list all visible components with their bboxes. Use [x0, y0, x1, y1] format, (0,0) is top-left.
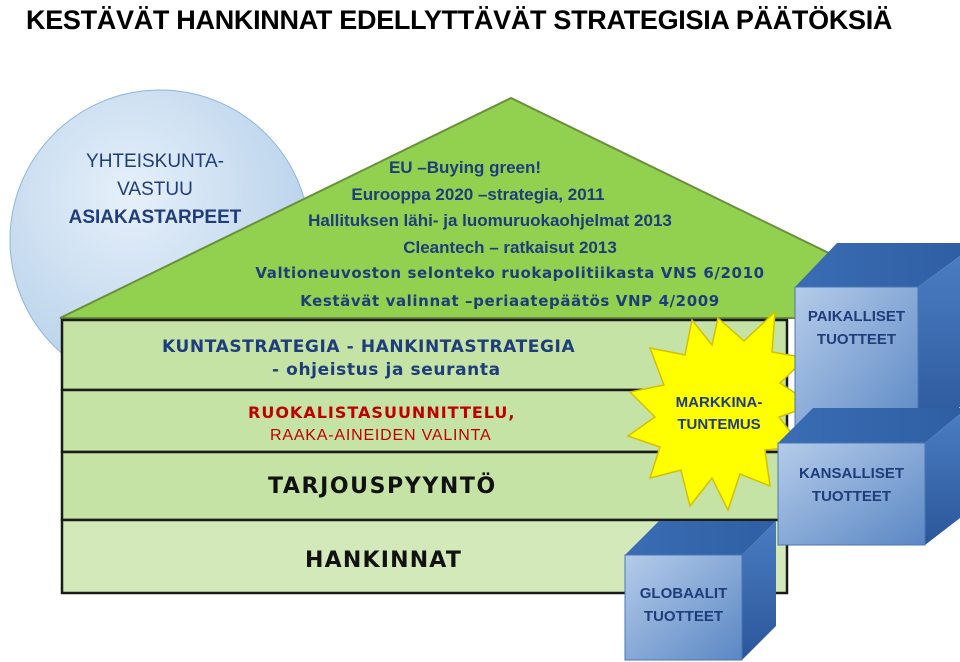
strategy-line-1: KUNTASTRATEGIA - HANKINTASTRATEGIA [162, 337, 576, 357]
cube-local-line-1: PAIKALLISET [807, 308, 906, 325]
roof-line-1: EU –Buying green! [388, 158, 542, 177]
circle-line-2: VASTUU [117, 179, 193, 200]
menu-line-2: RAAKA-AINEIDEN VALINTA [270, 427, 492, 444]
purchase-text: HANKINNAT [305, 548, 463, 573]
cube-global-label [625, 582, 742, 628]
menu-text [248, 401, 515, 447]
market-line-2: TUNTEMUS [677, 416, 761, 433]
page-title: KESTÄVÄT HANKINNAT EDELLYTTÄVÄT STRATEGISIA PÄÄTÖKSIÄ [26, 5, 893, 35]
circle-line-3: ASIAKASTARPEET [68, 207, 242, 228]
tender-text: TARJOUSPYYNTÖ [268, 474, 497, 499]
market-knowledge-text [654, 392, 784, 436]
circle-line-1: YHTEISKUNTA- [86, 151, 224, 172]
roof-line-4: Cleantech – ratkaisut 2013 [403, 238, 617, 257]
cube-national-line-2: TUOTTEET [811, 488, 892, 505]
roof-line-5: Valtioneuvoston selonteko ruokapolitiikasta VNS 6/2010 [255, 264, 765, 282]
cube-local-label [795, 305, 918, 351]
strategy-line-2: - ohjeistus ja seuranta [272, 360, 501, 380]
roof-line-6: Kestävät valinnat –periaatepäätös VNP 4/2009 [300, 292, 720, 310]
market-line-1: MARKKINA- [675, 394, 763, 411]
roof-line-2: Eurooppa 2020 –strategia, 2011 [351, 185, 605, 204]
roof-line-3: Hallituksen lähi- ja luomuruokaohjelmat 2013 [308, 211, 672, 230]
cube-national-line-1: KANSALLISET [799, 465, 904, 482]
strategy-text [162, 336, 575, 382]
menu-line-1: RUOKALISTASUUNNITTELU, [248, 403, 516, 422]
cube-local-line-2: TUOTTEET [816, 331, 897, 348]
cube-global-line-1: GLOBAALIT [639, 585, 728, 602]
cube-global-line-2: TUOTTEET [643, 608, 724, 625]
cube-national-label [778, 462, 925, 508]
